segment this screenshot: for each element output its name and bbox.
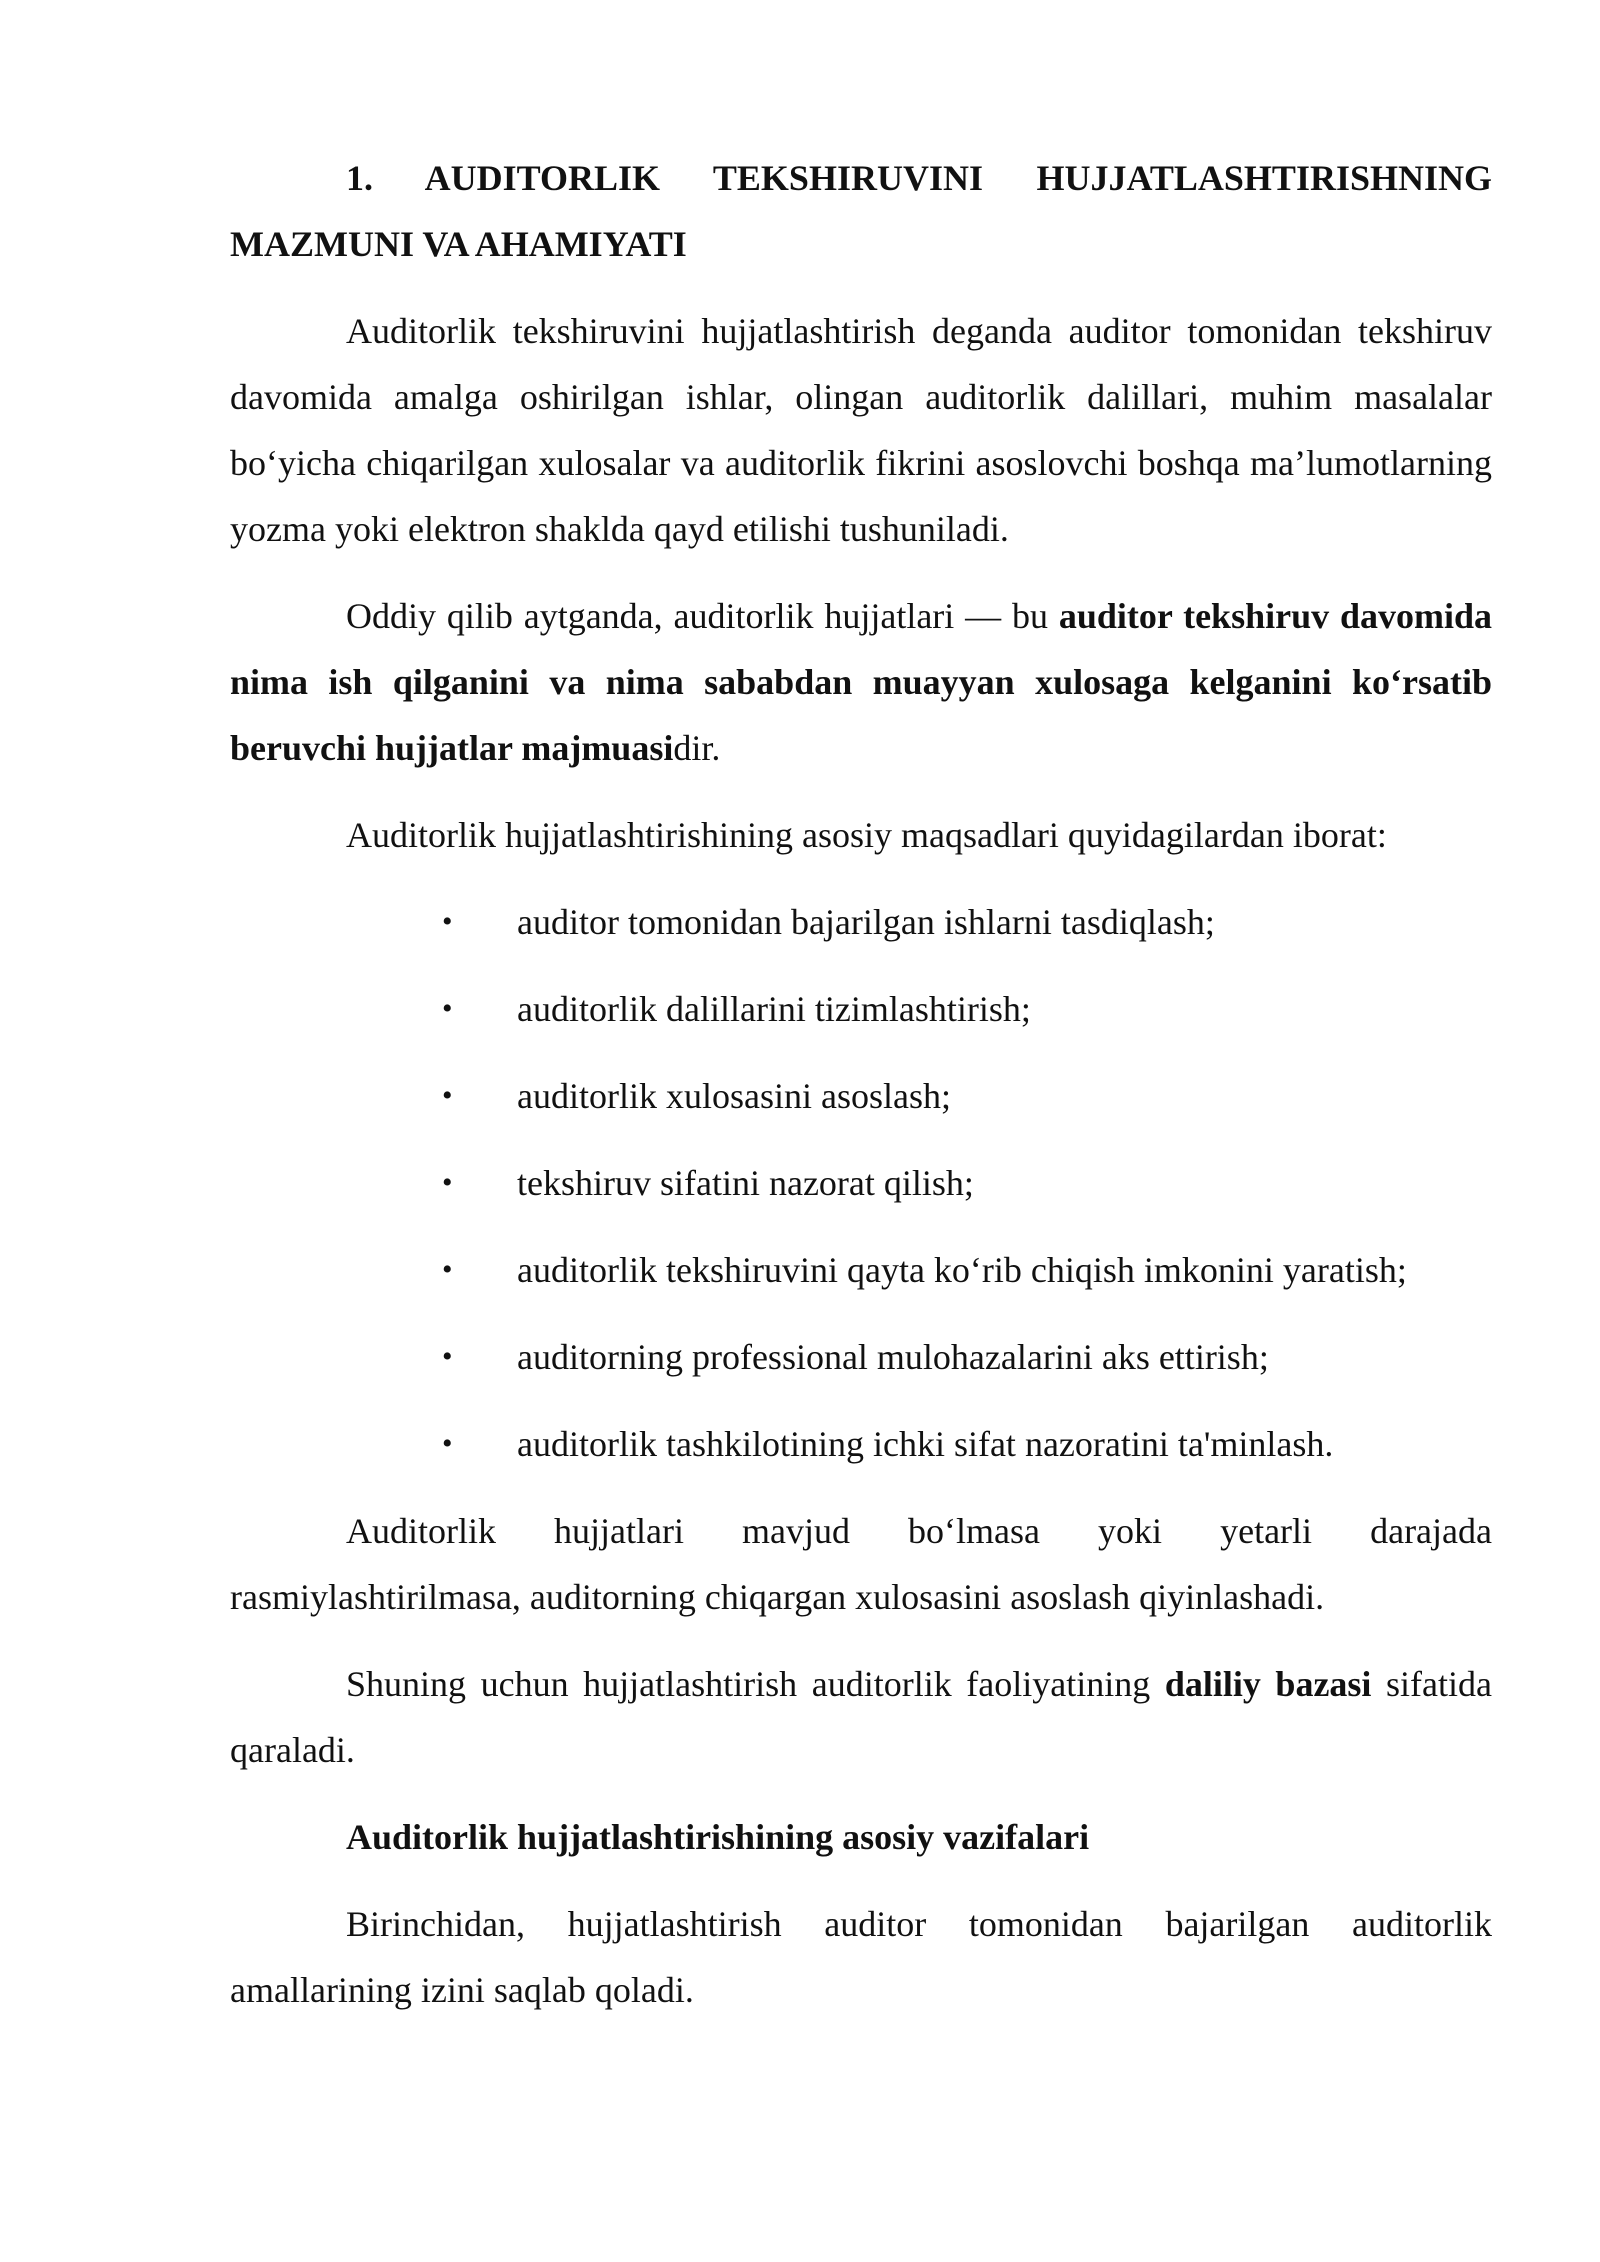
paragraph-first-task: Birinchidan, hujjatlashtirish auditor tomonidan bajarilgan auditorlik amallarining izini saqlab qoladi. xyxy=(230,1904,1492,2010)
section-heading: 1. AUDITORLIK TEKSHIRUVINI HUJJATLASHTIRISHNING MAZMUNI VA AHAMIYATI xyxy=(230,158,1492,264)
paragraph-simple-explanation-lead: Oddiy qilib aytganda, auditorlik hujjatlari — bu xyxy=(346,596,1059,636)
bullet-icon: • xyxy=(442,1166,453,1199)
paragraph-evidence-base-emphasis: daliliy bazasi xyxy=(1164,1664,1372,1704)
goals-list xyxy=(230,889,1492,1477)
subsection-heading: Auditorlik hujjatlashtirishining asosiy vazifalari xyxy=(346,1817,1090,1857)
list-item xyxy=(230,976,1492,1042)
paragraph-evidence-base-lead: Shuning uchun hujjatlashtirish auditorlik faoliyatining xyxy=(346,1664,1165,1704)
bullet-icon: • xyxy=(442,992,453,1025)
list-item-text: auditor tomonidan bajarilgan ishlarni tasdiqlash; xyxy=(517,902,1215,942)
paragraph-simple-explanation-emphasis: auditor tekshiruv davomida nima ish qilganini va nima sababdan muayyan xulosaga kelganini ko‘rsatib beruvchi hujjatlar majmuasi xyxy=(230,596,1493,768)
list-item-text: tekshiruv sifatini nazorat qilish; xyxy=(517,1163,974,1203)
list-item xyxy=(230,1237,1492,1303)
list-item-text: auditorlik dalillarini tizimlashtirish; xyxy=(517,989,1031,1029)
paragraph-goals-intro: Auditorlik hujjatlashtirishining asosiy maqsadlari quyidagilardan iborat: xyxy=(346,815,1387,855)
bullet-icon: • xyxy=(442,1079,453,1112)
paragraph-evidence-base xyxy=(230,1651,1492,1783)
list-item-text: auditorning professional mulohazalarini aks ettirish; xyxy=(517,1337,1269,1377)
document-page xyxy=(230,145,1492,2044)
list-item xyxy=(230,1150,1492,1216)
bullet-icon: • xyxy=(442,1253,453,1286)
list-item-text: auditorlik xulosasini asoslash; xyxy=(517,1076,951,1116)
paragraph-evidence-base-tail: sifatida qaraladi. xyxy=(230,1664,1492,1770)
paragraph-simple-explanation xyxy=(230,583,1492,781)
bullet-icon: • xyxy=(442,905,453,938)
list-item-text: auditorlik tekshiruvini qayta ko‘rib chiqish imkonini yaratish; xyxy=(517,1250,1407,1290)
list-item-text: auditorlik tashkilotining ichki sifat nazoratini ta'minlash. xyxy=(517,1424,1334,1464)
bullet-icon: • xyxy=(442,1340,453,1373)
bullet-icon: • xyxy=(442,1427,453,1460)
paragraph-missing-documents: Auditorlik hujjatlari mavjud bo‘lmasa yoki yetarli darajada rasmiylashtirilmasa, auditorning chiqargan xulosasini asoslash qiyinlashadi. xyxy=(230,1511,1492,1617)
list-item xyxy=(230,1324,1492,1390)
paragraph-definition: Auditorlik tekshiruvini hujjatlashtirish deganda auditor tomonidan tekshiruv davomida amalga oshirilgan ishlar, olingan auditorlik dalillari, muhim masalalar bo‘yicha chiqarilgan xulosalar va auditorlik fikrini asoslovchi boshqa ma’lumotlarning yozma yoki elektron shaklda qayd etilishi tushuniladi. xyxy=(230,311,1492,549)
list-item xyxy=(230,889,1492,955)
paragraph-simple-explanation-tail: dir. xyxy=(673,728,721,768)
list-item xyxy=(230,1063,1492,1129)
list-item xyxy=(230,1411,1492,1477)
